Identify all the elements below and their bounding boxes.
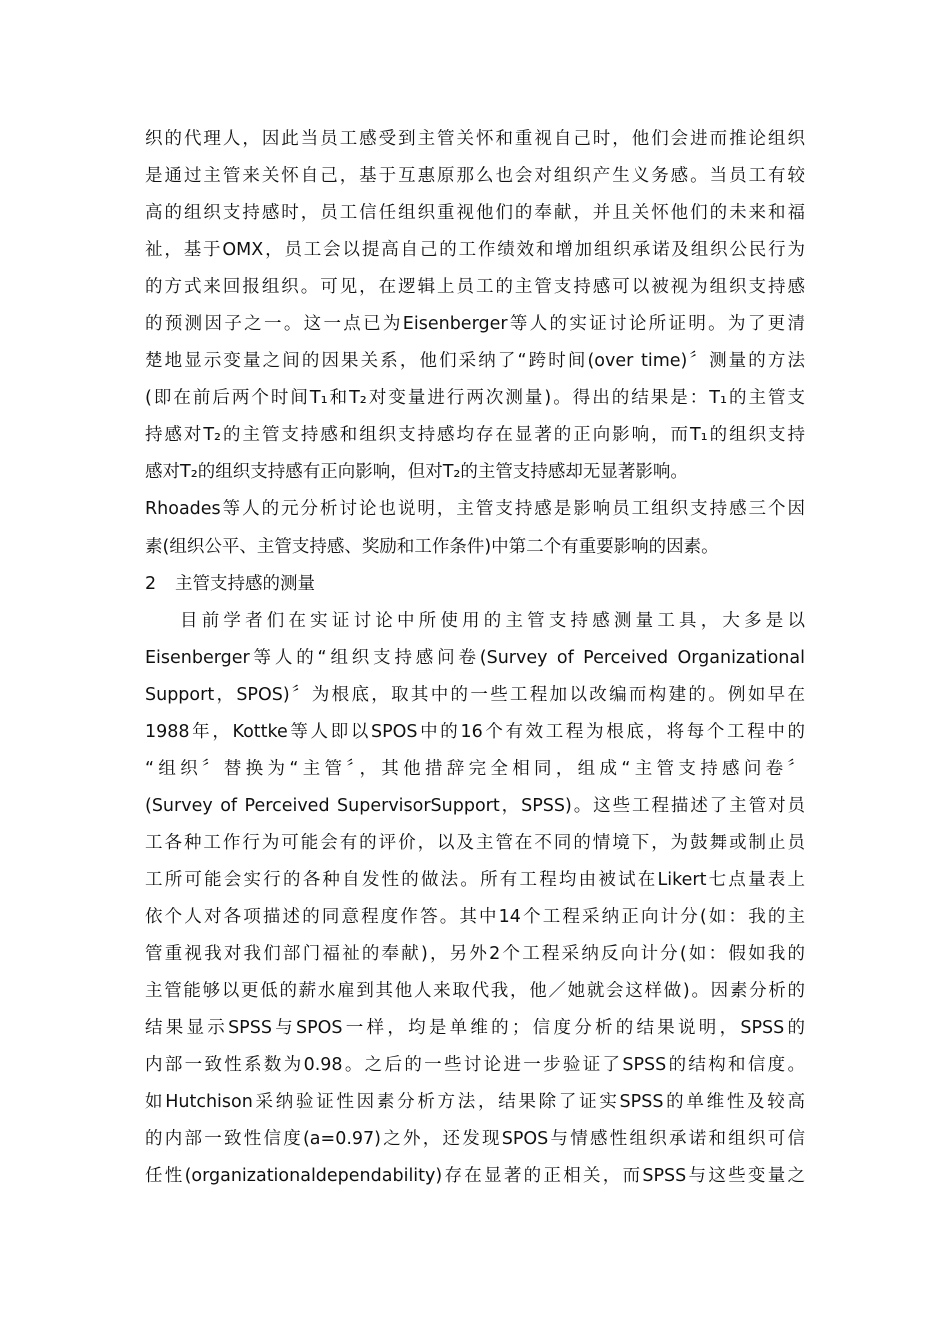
paragraph-line: 楚地显示变量之间的因果关系，他们采纳了“跨时间(over time)〞测量的方法 bbox=[145, 351, 805, 372]
paragraph-line: 主管能够以更低的薪水雇到其他人来取代我，他／她就会这样做)。因素分析的 bbox=[145, 981, 805, 1002]
paragraph-line: 高的组织支持感时，员工信任组织重视他们的奉献，并且关怀他们的未来和福 bbox=[145, 203, 805, 224]
paragraph-line: (Survey of Perceived SupervisorSupport，SPSS)。这些工程描述了主管对员 bbox=[145, 795, 805, 816]
paragraph-line: 如Hutchison采纳验证性因素分析方法，结果除了证实SPSS的单维性及较高 bbox=[145, 1092, 805, 1113]
paragraph-line: 素(组织公平、主管支持感、奖励和工作条件)中第二个有重要影响的因素。 bbox=[145, 536, 719, 557]
paragraph-line: (即在前后两个时间T₁和T₂对变量进行两次测量)。得出的结果是：T₁的主管支 bbox=[145, 388, 805, 409]
paragraph-line: Support，SPOS)〞为根底，取其中的一些工程加以改编而构建的。例如早在 bbox=[145, 684, 805, 705]
paragraph-line: 管重视我对我们部门福祉的奉献)，另外2个工程采纳反向计分(如：假如我的 bbox=[145, 944, 805, 965]
paragraph-line: 内部一致性系数为0.98。之后的一些讨论进一步验证了SPSS的结构和信度。 bbox=[145, 1055, 805, 1076]
paragraph-line: 织的代理人，因此当员工感受到主管关怀和重视自己时，他们会进而推论组织 bbox=[145, 129, 805, 149]
paragraph-line: 工各种工作行为可能会有的评价，以及主管在不同的情境下，为鼓舞或制止员 bbox=[145, 832, 805, 853]
paragraph-line: 目前学者们在实证讨论中所使用的主管支持感测量工具，大多是以 bbox=[180, 610, 805, 631]
paragraph-line: 祉，基于OMX，员工会以提高自己的工作绩效和增加组织承诺及组织公民行为 bbox=[145, 240, 805, 261]
paragraph-line: 工所可能会实行的各种自发性的做法。所有工程均由被试在Likert七点量表上 bbox=[145, 869, 805, 890]
paragraph-line: 是通过主管来关怀自己，基于互惠原那么也会对组织产生义务感。当员工有较 bbox=[145, 166, 805, 187]
section-number: 2 bbox=[145, 573, 157, 594]
paragraph-line: Eisenberger等人的“组织支持感问卷(Survey of Perceived Organizational bbox=[145, 647, 805, 668]
paragraph-line: 结果显示SPSS与SPOS一样，均是单维的；信度分析的结果说明，SPSS的 bbox=[145, 1018, 805, 1039]
paragraph-line: 1988年，Kottke等人即以SPOS中的16个有效工程为根底，将每个工程中的 bbox=[145, 721, 805, 742]
paragraph-line: 的内部一致性信度(a=0.97)之外，还发现SPOS与情感性组织承诺和组织可信 bbox=[145, 1129, 805, 1150]
section-title: 主管支持感的测量 bbox=[175, 573, 315, 594]
paragraph-line: “组织〞替换为“主管〞，其他措辞完全相同，组成“主管支持感问卷〞 bbox=[145, 758, 805, 779]
paragraph-line: 的方式来回报组织。可见，在逻辑上员工的主管支持感可以被视为组织支持感 bbox=[145, 277, 805, 298]
section-heading bbox=[145, 566, 805, 603]
paragraph-line: 任性(organizationaldependability)存在显著的正相关，而SPSS与这些变量之 bbox=[145, 1166, 805, 1187]
paragraph-line: 持感对T₂的主管支持感和组织支持感均存在显著的正向影响，而T₁的组织支持 bbox=[145, 425, 805, 446]
paragraph-line: Rhoades等人的元分析讨论也说明，主管支持感是影响员工组织支持感三个因 bbox=[145, 499, 805, 520]
paragraph-line: 感对T₂的组织支持感有正向影响，但对T₂的主管支持感却无显著影响。 bbox=[145, 462, 688, 483]
paragraph-line: 的预测因子之一。这一点已为Eisenberger等人的实证讨论所证明。为了更清 bbox=[145, 314, 805, 335]
paragraph-line: 依个人对各项描述的同意程度作答。其中14个工程采纳正向计分(如：我的主 bbox=[145, 906, 805, 927]
body-text bbox=[145, 121, 805, 1195]
